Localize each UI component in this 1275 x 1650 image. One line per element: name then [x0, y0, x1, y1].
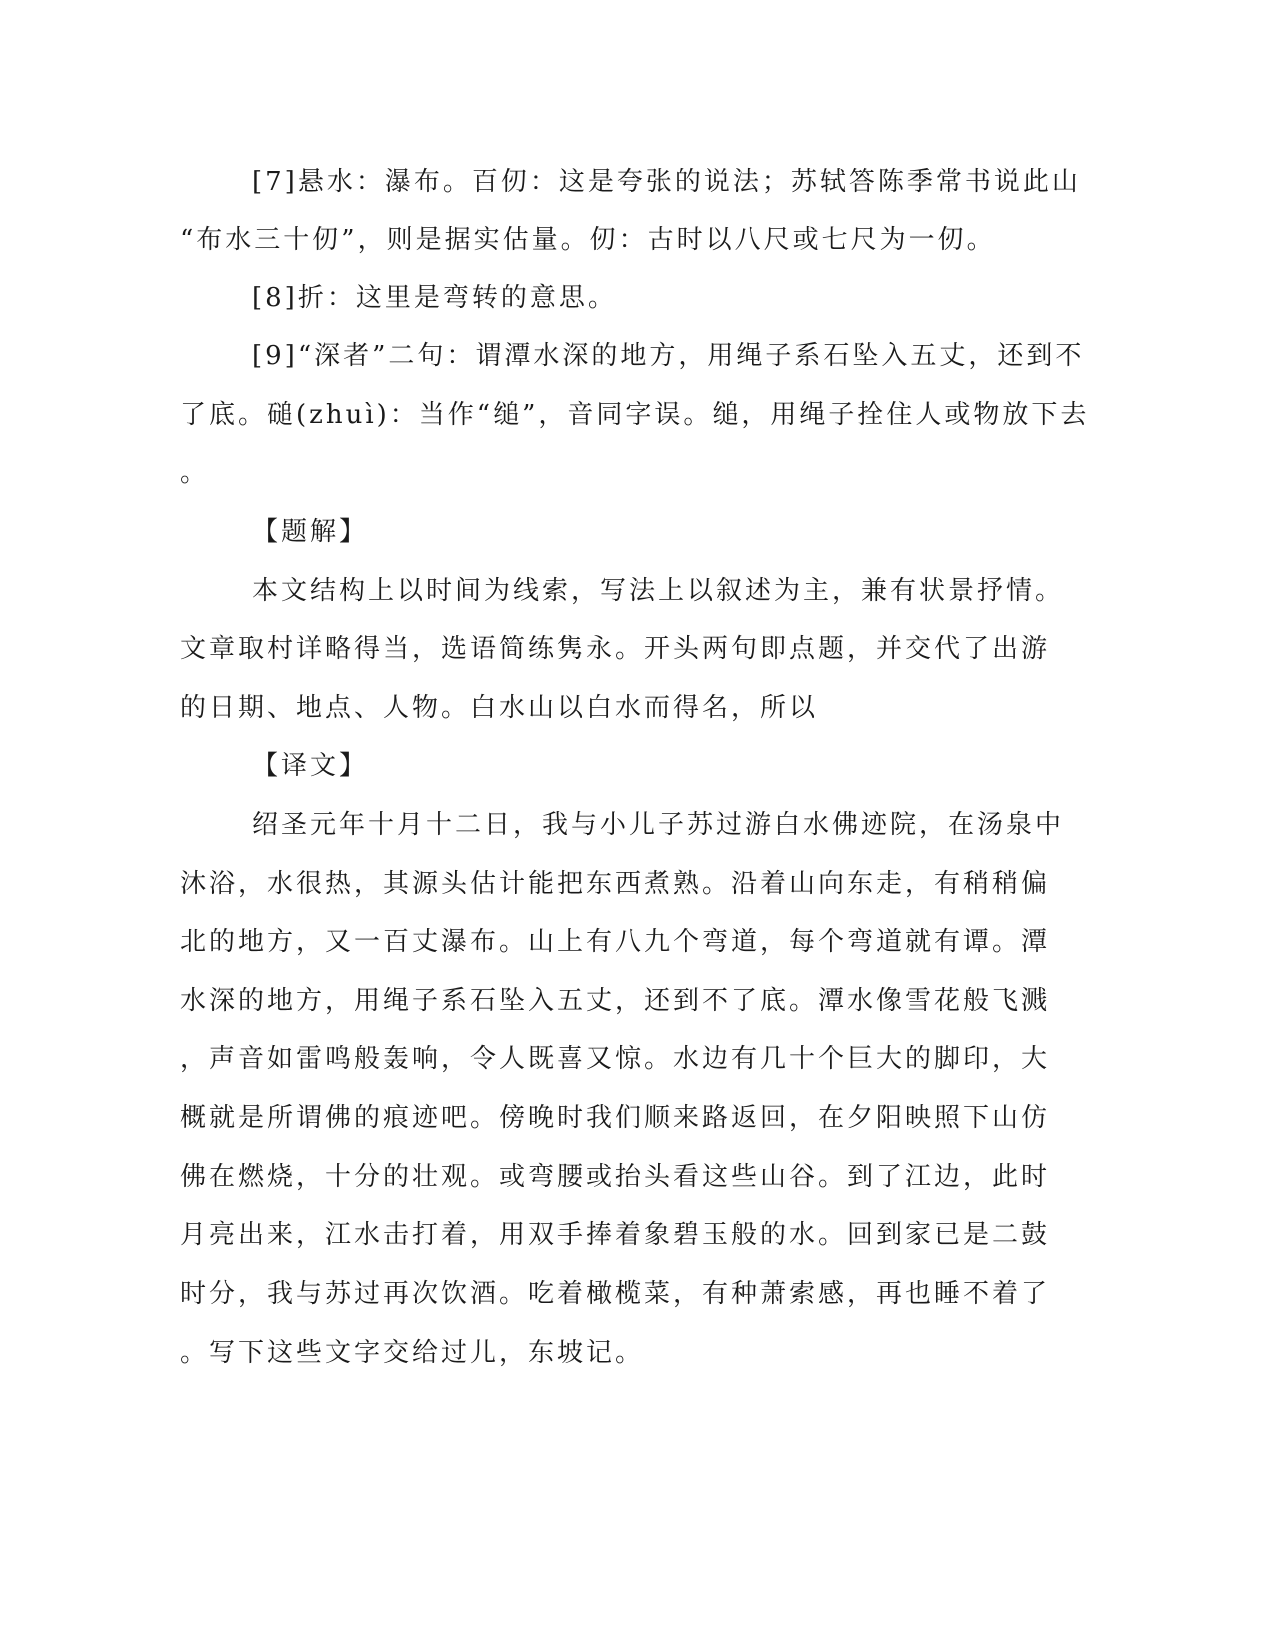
note-9-line-2: 了底。磓(zhuì)：当作“缒”，音同字误。缒，用绳子拴住人或物放下去	[180, 400, 1090, 430]
note-8: [8]折：这里是弯转的意思。	[252, 283, 617, 313]
yiwen-line-4: 水深的地方，用绳子系石坠入五丈，还到不了底。潭水像雪花般飞溅	[180, 986, 1051, 1016]
yiwen-line-3: 北的地方，又一百丈瀑布。山上有八九个弯道，每个弯道就有谭。潭	[180, 927, 1051, 957]
note-9-line-1: [9]“深者”二句：谓潭水深的地方，用绳子系石坠入五丈，还到不	[252, 341, 1085, 371]
note-9-line-3: 。	[180, 458, 210, 488]
section-heading-tijie: 【题解】	[252, 517, 369, 547]
tijie-line-3: 的日期、地点、人物。白水山以白水而得名，所以	[180, 693, 819, 723]
yiwen-line-9: 时分，我与苏过再次饮酒。吃着橄榄菜，有种萧索感，再也睡不着了	[180, 1279, 1051, 1309]
yiwen-line-10: 。写下这些文字交给过儿，东坡记。	[180, 1338, 645, 1368]
yiwen-line-5: ，声音如雷鸣般轰响，令人既喜又惊。水边有几十个巨大的脚印，大	[180, 1044, 1051, 1074]
section-heading-yiwen: 【译文】	[252, 751, 369, 781]
yiwen-line-2: 沐浴，水很热，其源头估计能把东西煮熟。沿着山向东走，有稍稍偏	[180, 869, 1051, 899]
tijie-line-2: 文章取村详略得当，选语简练隽永。开头两句即点题，并交代了出游	[180, 634, 1051, 664]
note-7-line-1: [7]悬水：瀑布。百仞：这是夸张的说法；苏轼答陈季常书说此山	[252, 167, 1081, 197]
yiwen-line-1: 绍圣元年十月十二日，我与小儿子苏过游白水佛迹院，在汤泉中	[252, 810, 1065, 840]
note-7-line-2: “布水三十仞”，则是据实估量。仞：古时以八尺或七尺为一仞。	[180, 225, 996, 255]
yiwen-line-6: 概就是所谓佛的痕迹吧。傍晚时我们顺来路返回，在夕阳映照下山仿	[180, 1103, 1051, 1133]
tijie-line-1: 本文结构上以时间为线索，写法上以叙述为主，兼有状景抒情。	[252, 576, 1065, 606]
yiwen-line-8: 月亮出来，江水击打着，用双手捧着象碧玉般的水。回到家已是二鼓	[180, 1220, 1051, 1250]
yiwen-line-7: 佛在燃烧，十分的壮观。或弯腰或抬头看这些山谷。到了江边，此时	[180, 1162, 1051, 1192]
